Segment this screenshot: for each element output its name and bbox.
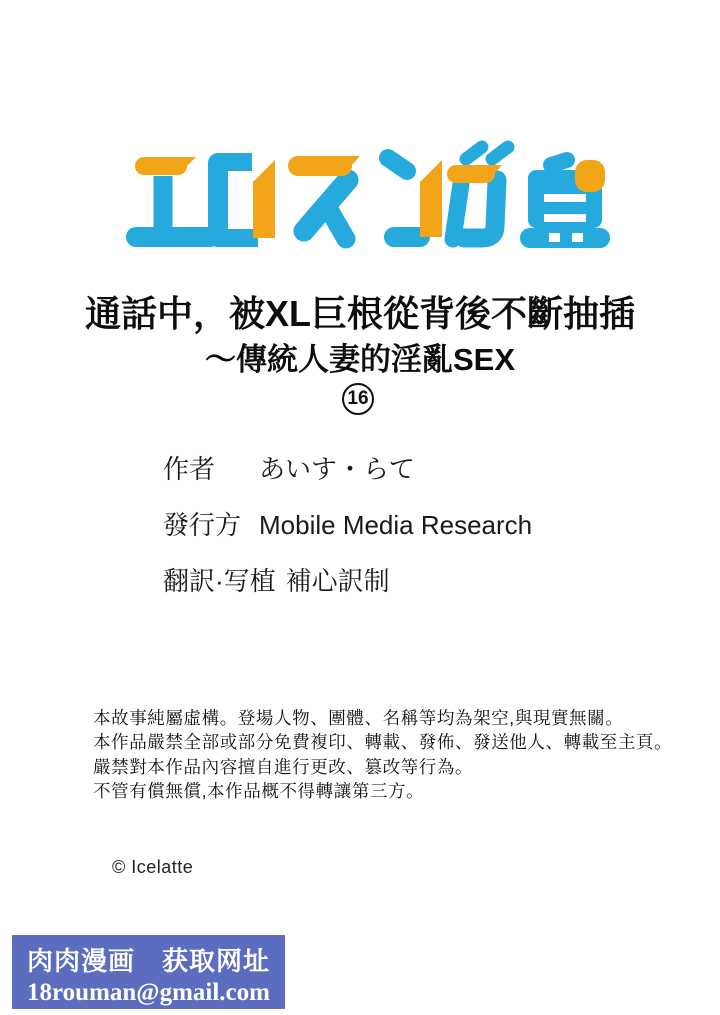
logo-artwork xyxy=(120,138,614,254)
volume-number-badge xyxy=(342,383,374,415)
disclaimer-line-3: 嚴禁對本作品內容擅自進行更改、篡改等行為。 xyxy=(93,756,474,777)
volume-number: 16 xyxy=(347,388,369,409)
logo-char-ro xyxy=(216,160,275,238)
copyright-notice: © Icelatte xyxy=(112,857,194,877)
watermark-email: 18rouman@gmail.com xyxy=(27,979,270,1006)
logo-char-e xyxy=(136,157,210,237)
credit-value-author: あいす・らて xyxy=(259,454,415,484)
credit-label-publisher: 發行方 xyxy=(163,510,242,540)
disclaimer-line-2: 本作品嚴禁全部或部分免費複印、轉載、發佈、發送他人、轉載至主頁。 xyxy=(93,732,673,753)
title-subtitle: ～傳統人妻的淫亂SEX xyxy=(204,342,516,377)
logo-char-ma xyxy=(298,156,360,239)
disclaimer-line-4: 不管有償無償,本作品概不得轉讓第三方。 xyxy=(93,781,425,802)
credit-label-translation: 翻訳·写植 xyxy=(163,566,276,596)
title-line1: 通話中，被XL巨根從背後不斷抽插 xyxy=(84,293,635,334)
watermark-banner xyxy=(12,935,285,1009)
credit-row-author xyxy=(163,449,415,486)
watermark-site-name: 肉肉漫画 获取网址 xyxy=(26,946,270,976)
logo-char-ga xyxy=(453,147,508,239)
credit-value-translation: 補心訳制 xyxy=(285,566,390,596)
credit-value-publisher: Mobile Media Research xyxy=(259,510,533,540)
credit-label-author: 作者 xyxy=(163,454,216,484)
credit-row-publisher xyxy=(163,505,532,542)
disclaimer-block xyxy=(93,706,673,804)
logo-char-n xyxy=(388,158,442,237)
eromanga-jima-logo xyxy=(120,138,614,254)
logo-char-shima xyxy=(520,160,610,248)
credit-row-translation xyxy=(163,561,390,598)
disclaimer-line-1: 本故事純屬虛構。登場人物、團體、名稱等均為架空,與現實無關。 xyxy=(93,708,624,728)
